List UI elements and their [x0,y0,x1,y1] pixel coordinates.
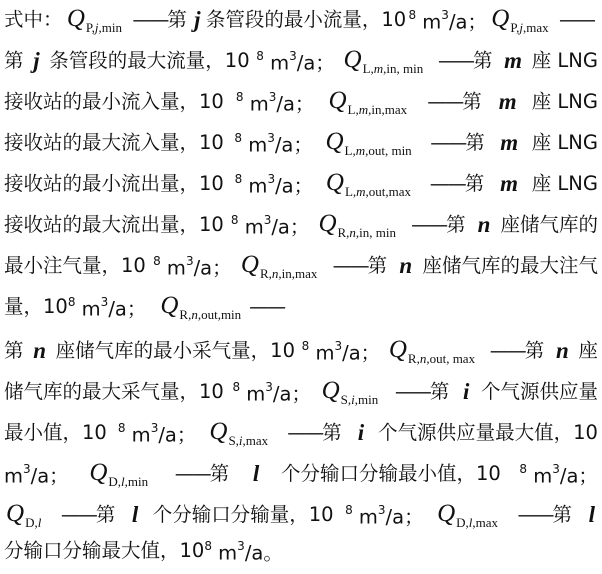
text: 量，10 [4,295,68,318]
math-var: n [477,212,491,237]
math-symbol: Q D,l,max [437,499,499,530]
text: 接收站的最小流入量，10 [4,90,224,113]
text: 式中： [4,8,63,31]
text: ——第 [132,8,185,31]
math-symbol: Q L,m,in, min [343,45,424,76]
text: 个气源供应量最大值，10 [378,421,598,444]
text: 条管段的最小流量，10 [205,8,407,31]
unit: $^8$ $m^3/a$； [234,131,313,157]
text: 条管段的最大流量，10 [49,49,250,72]
text: 接收站的最大流出量，10 [4,213,224,236]
text-line-5 [4,164,598,204]
math-symbol: Q S,i,max [209,417,269,448]
math-symbol: Q R,n,out,min [160,291,242,322]
math-symbol: Q D,l [6,499,42,530]
unit: $^8$ $m^3/a$； [235,90,315,116]
math-symbol: Q S,i,min [321,376,379,407]
text: 分输口分输最大值，10 [4,539,205,562]
math-var: n [399,253,413,278]
text: 座储气库的最小采气量，10 [55,339,295,362]
text: 个分输口分输最小值，10 [280,462,501,485]
math-var: j [194,7,201,32]
text-line-1 [4,0,598,40]
text-line-10 [4,372,598,412]
text: ——第 [429,172,483,195]
math-symbol: Q P,j,min [66,4,123,35]
text: ——第 [332,254,386,277]
unit: $^8$ $m^3/a$； [408,8,487,34]
math-symbol: Q L,m,in,max [328,86,408,117]
math-symbol: Q D,l,min [89,458,149,489]
math-var: l [131,502,139,527]
unit: $^8$ $m^3/a$； [230,213,310,239]
unit: $^8$ $m^3/a$； [301,339,381,365]
text: ——第 [517,503,571,526]
text: 座 LNG [531,49,598,72]
text: 座 LNG [531,131,598,154]
text: ——第 [437,49,491,72]
math-var: n [555,338,569,363]
math-var: m [504,48,523,73]
unit: $^8$ $m^3/a$。 [204,539,283,565]
unit: $^8$ $m^3/a$； [117,421,197,447]
text-line-2 [4,41,598,81]
text: ——第 [430,131,483,154]
text-line-11 [4,413,598,453]
text-line-7 [4,246,598,286]
text-line-8 [4,287,288,327]
text: ——第 [394,380,448,403]
math-var: m [500,130,519,155]
text: 最小值，10 [4,421,107,444]
unit: $^8$ $m^3/a$； [345,503,424,529]
math-symbol: Q P,j,max [491,4,549,35]
text: 座储气库的最大注气 [422,254,598,277]
text: 座 LNG [531,172,598,195]
math-var: i [357,420,365,445]
text: ——第 [287,421,340,444]
text: 个分输口分输量，10 [152,503,334,526]
math-symbol: Q R,n,out, max [388,335,476,366]
math-symbol: Q L,m,out, min [325,127,412,158]
unit: $m^3/a$； [4,462,69,488]
text: 座储气库的 [500,213,598,236]
text: 第 [4,49,24,72]
text-line-9 [4,331,598,371]
text: ——第 [60,503,114,526]
text: 座 LNG [531,90,598,113]
text: —— [249,295,285,318]
text: ——第 [427,90,480,113]
text: 第 [4,339,24,362]
math-var: l [588,502,595,527]
unit: $^8$ $m^3/a$； [232,380,311,406]
text: 接收站的最大流入量，10 [4,131,224,154]
unit: $^8$ $m^3/a$； [153,254,232,280]
text: ——第 [174,462,228,485]
unit: $^8$ $m^3/a$； [256,49,335,75]
text: 储气库的最大采气量，10 [4,380,224,403]
text-line-4 [4,123,598,163]
text: 座 [578,339,598,362]
math-symbol: Q R,n,in,max [240,250,318,281]
text: 接收站的最小流出量，10 [4,172,224,195]
text-line-14 [4,531,283,571]
math-var: j [33,48,40,73]
math-symbol: Q L,m,out,max [325,168,412,199]
text: 个气源供应量 [480,380,598,403]
math-var: i [462,379,470,404]
math-var: m [500,171,518,196]
text-line-12 [4,454,598,494]
text-line-6 [4,205,598,245]
math-var: m [498,89,517,114]
unit: $^8$ $m^3/a$； [67,295,147,321]
unit: $^8$ $m^3/a$； [234,172,314,198]
text-line-3 [4,82,598,122]
text: ——第 [411,213,464,236]
unit: $^8$ $m^3/a$； [519,462,598,488]
text: —— [558,8,594,31]
text: 最小注气量，10 [4,254,146,277]
math-var: l [252,461,260,486]
text: ——第 [489,339,543,362]
math-symbol: Q R,n,in, min [318,209,397,240]
text-line-13 [4,495,598,535]
math-var: n [33,338,46,363]
